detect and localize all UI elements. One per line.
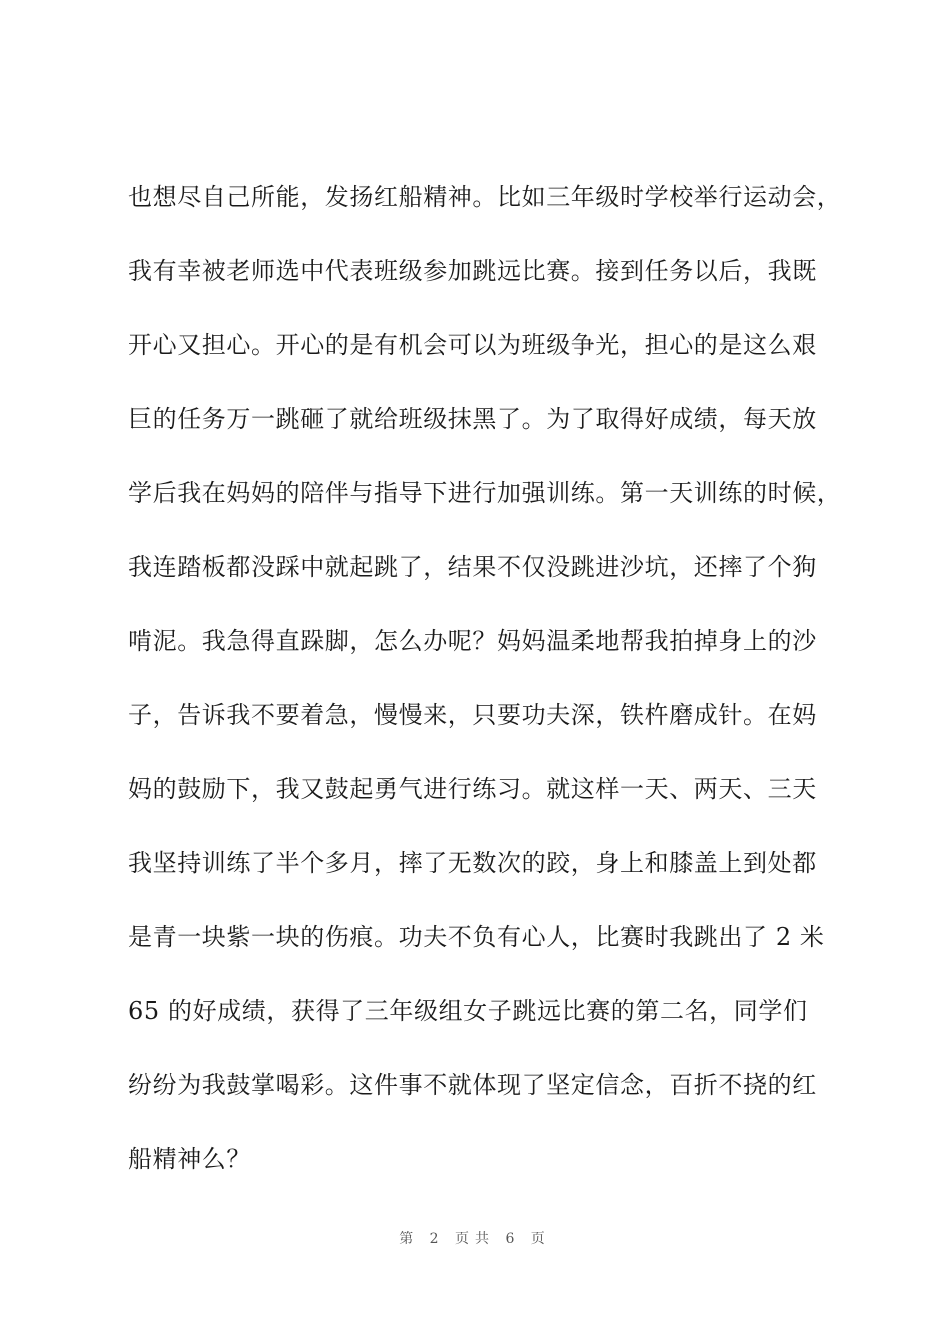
text-line: 我坚持训练了半个多月，摔了无数次的跤，身上和膝盖上到处都 (128, 849, 817, 877)
page-footer (0, 1228, 950, 1248)
text-line: 船精神么？ (128, 1145, 251, 1173)
text-line: 巨的任务万一跳砸了就给班级抹黑了。为了取得好成绩，每天放 (128, 405, 817, 433)
text-line: 啃泥。我急得直跺脚，怎么办呢？妈妈温柔地帮我拍掉身上的沙 (128, 627, 817, 655)
page-number-label: 第 2 页共 6 页 (399, 1231, 551, 1247)
text-line: 是青一块紫一块的伤痕。功夫不负有心人，比赛时我跳出了 2 米 (128, 923, 825, 951)
text-line: 65 的好成绩，获得了三年级组女子跳远比赛的第二名，同学们 (128, 997, 808, 1025)
text-line: 妈的鼓励下，我又鼓起勇气进行练习。就这样一天、两天、三天 (128, 775, 817, 803)
body-text (128, 176, 868, 1212)
text-line: 学后我在妈妈的陪伴与指导下进行加强训练。第一天训练的时候， (128, 479, 842, 507)
text-line: 开心又担心。开心的是有机会可以为班级争光，担心的是这么艰 (128, 331, 817, 359)
text-line: 我连踏板都没踩中就起跳了，结果不仅没跳进沙坑，还摔了个狗 (128, 553, 817, 581)
text-line: 子，告诉我不要着急，慢慢来，只要功夫深，铁杵磨成针。在妈 (128, 701, 817, 729)
text-line: 纷纷为我鼓掌喝彩。这件事不就体现了坚定信念，百折不挠的红 (128, 1071, 817, 1099)
text-line: 我有幸被老师选中代表班级参加跳远比赛。接到任务以后，我既 (128, 257, 817, 285)
text-line: 也想尽自己所能，发扬红船精神。比如三年级时学校举行运动会， (128, 183, 842, 211)
